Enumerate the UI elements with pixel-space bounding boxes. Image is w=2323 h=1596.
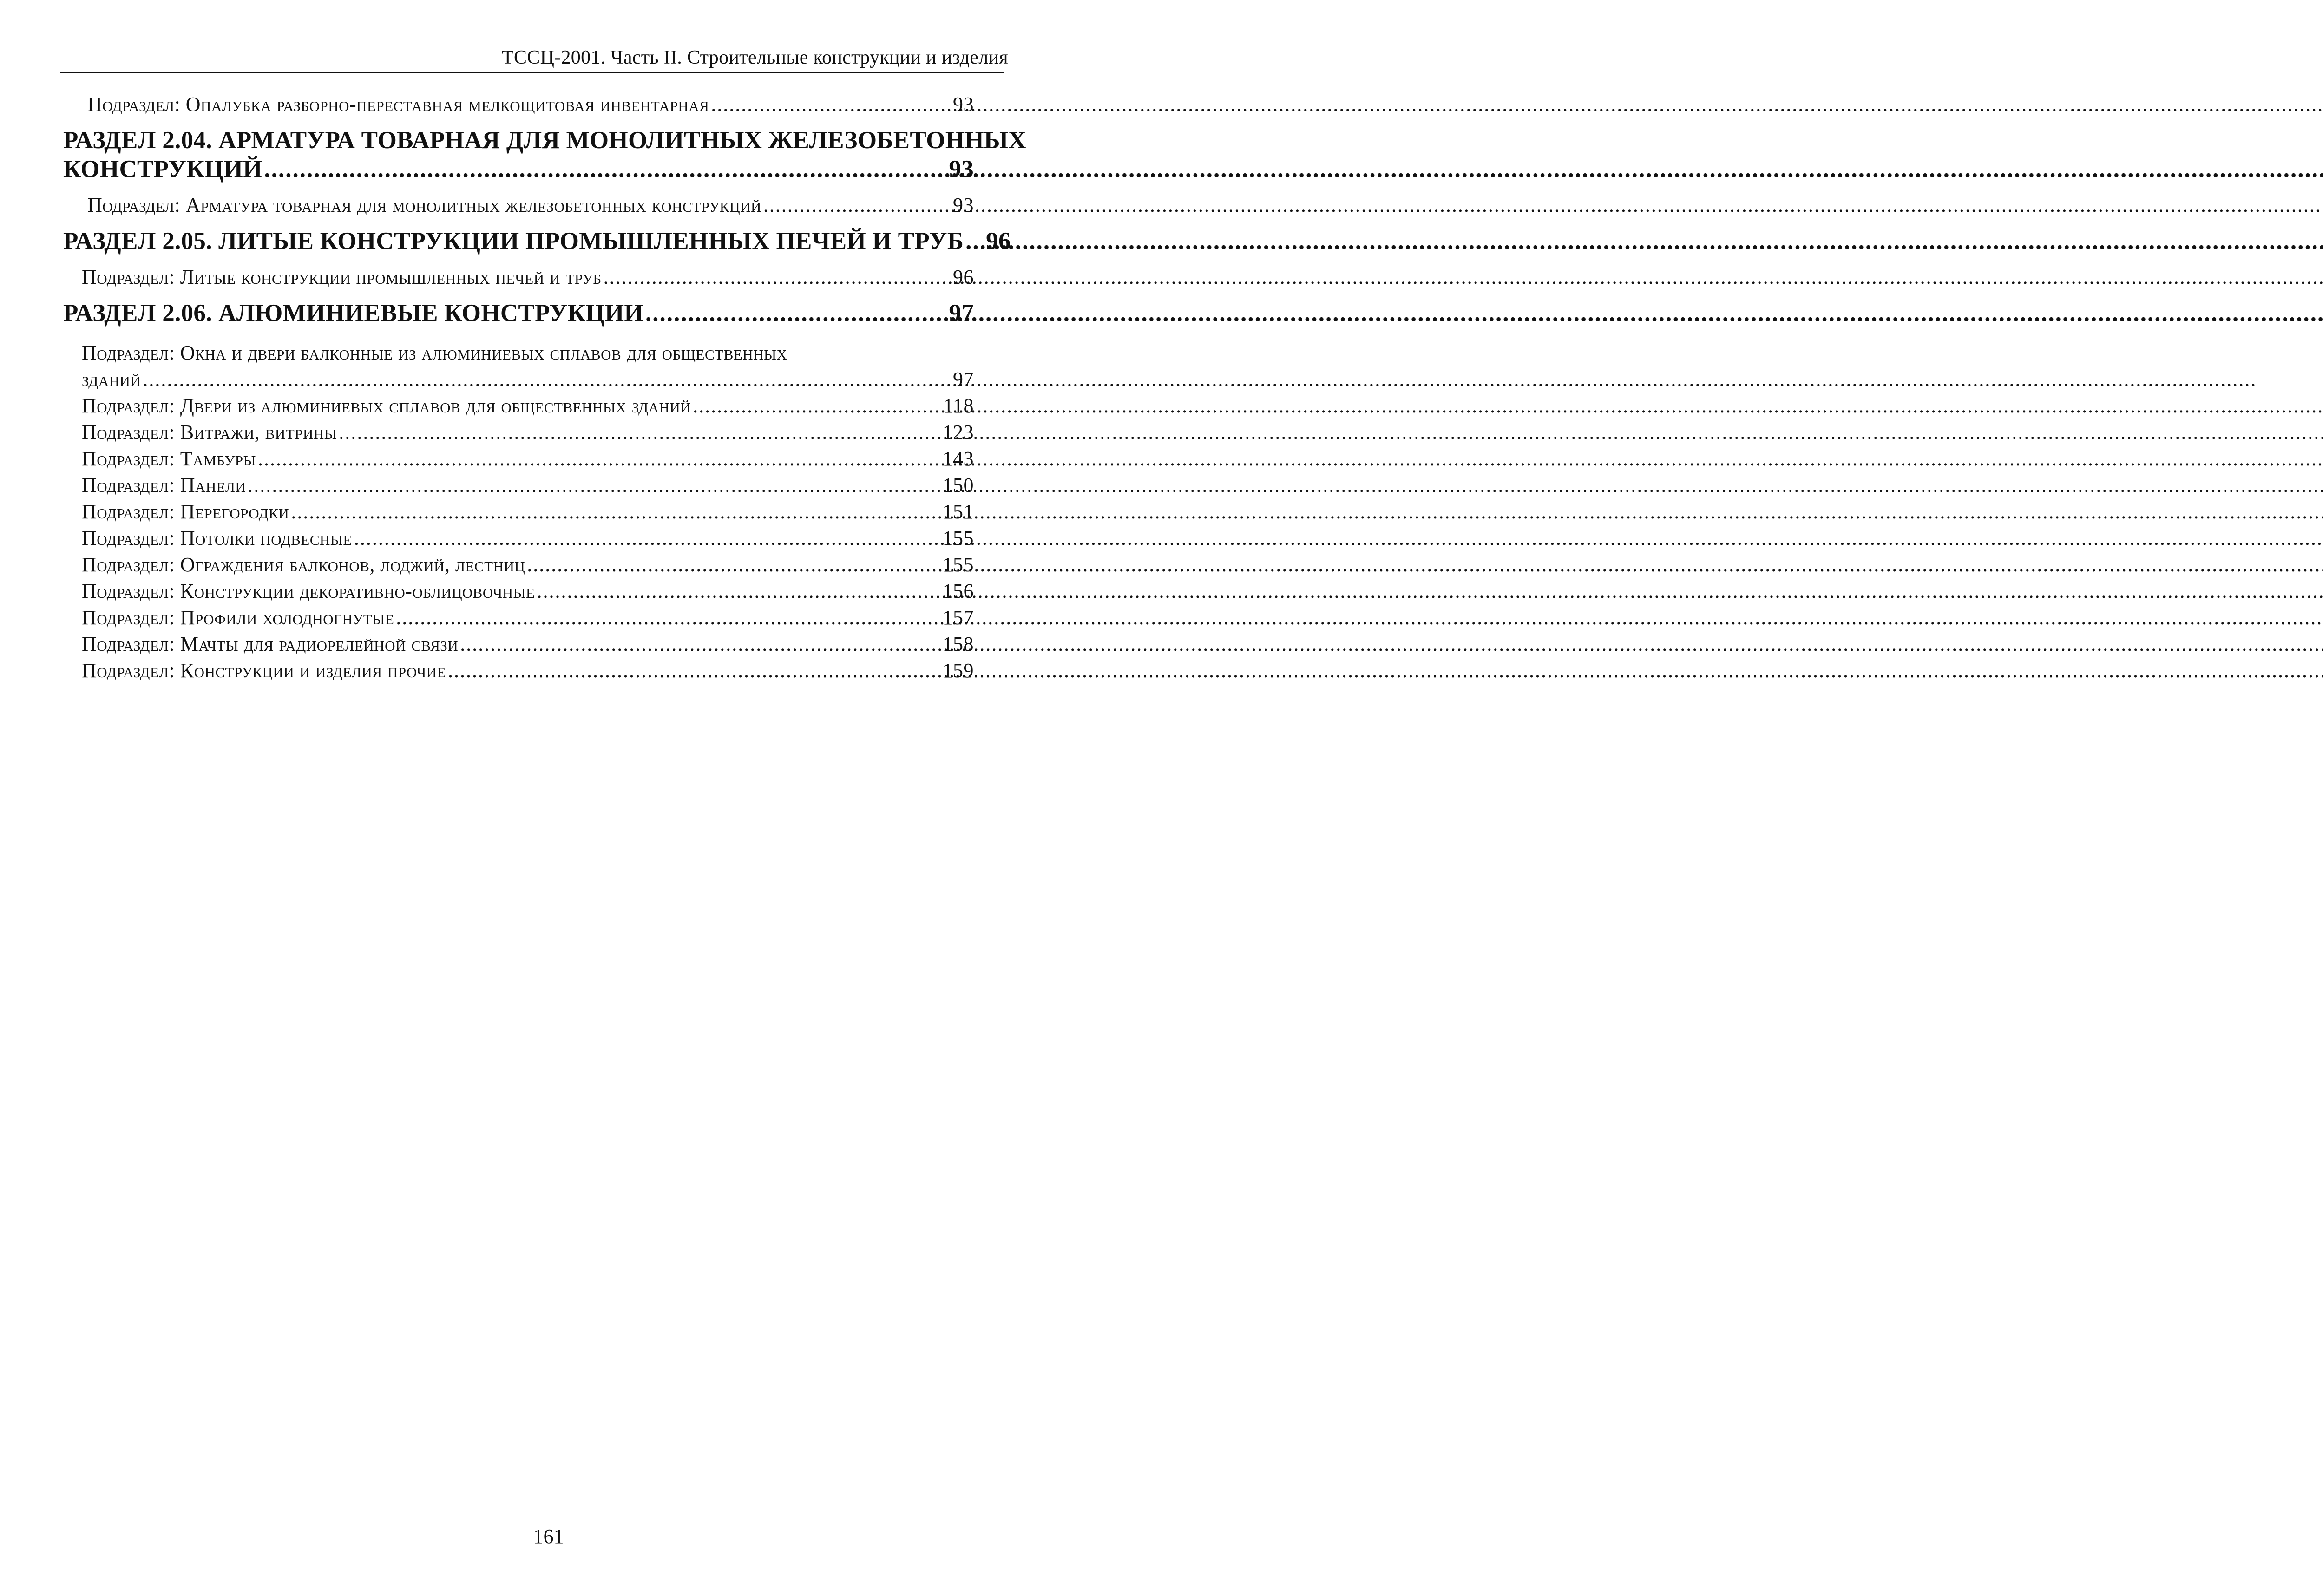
- dot-leader: [143, 366, 951, 392]
- section-heading-2-06[interactable]: [63, 299, 974, 327]
- list-item[interactable]: [63, 525, 974, 551]
- dot-leader: [248, 472, 940, 498]
- list-item[interactable]: [63, 419, 974, 445]
- section-heading-page: 97: [949, 300, 974, 327]
- toc-entry-page: 97: [953, 368, 974, 391]
- toc-entry-balcony-windows-cont[interactable]: [63, 366, 974, 392]
- section-heading-page: 93: [949, 156, 974, 183]
- list-item[interactable]: [63, 657, 974, 684]
- list-item[interactable]: [63, 578, 974, 604]
- list-item[interactable]: [63, 392, 974, 419]
- page-number: 161: [533, 1525, 564, 1548]
- dot-leader: [354, 525, 941, 551]
- toc-entry-page: 150: [942, 474, 974, 497]
- list-item[interactable]: [63, 472, 974, 498]
- dot-leader: [264, 155, 947, 183]
- running-header: ТССЦ-2001. Часть II. Строительные конструкции и изделия: [502, 47, 1008, 68]
- section-heading-page: 96: [986, 228, 1011, 255]
- toc-entry-page: 156: [942, 580, 974, 602]
- toc-entry-label: Подраздел: Опалубка разборно-переставная мелкощитовая инвентарная: [87, 93, 709, 116]
- dot-leader: [693, 392, 941, 419]
- toc-entry-page: 93: [953, 194, 974, 216]
- section-heading-label: РАЗДЕЛ 2.05. ЛИТЫЕ КОНСТРУКЦИИ ПРОМЫШЛЕННЫХ ПЕЧЕЙ И ТРУБ: [63, 228, 964, 255]
- toc-entry-page: 93: [953, 93, 974, 116]
- section-heading-2-04-cont[interactable]: [63, 155, 974, 183]
- toc-entry-rebar[interactable]: [63, 192, 974, 218]
- toc-entry-page: 155: [942, 527, 974, 549]
- list-item[interactable]: [63, 551, 974, 578]
- toc-entry-label: Подраздел: Перегородки: [82, 500, 289, 523]
- toc-entry-label: Подраздел: Арматура товарная для монолитных железобетонных конструкций: [87, 194, 761, 216]
- dot-leader: [527, 551, 940, 578]
- toc-entry-label: Подраздел: Конструкции и изделия прочие: [82, 659, 446, 682]
- toc-entry-page: 151: [942, 500, 974, 523]
- toc-entry-label: Подраздел: Панели: [82, 474, 246, 497]
- toc-entry-page: 159: [942, 659, 974, 682]
- toc-entry-label: Подраздел: Мачты для радиорелейной связи: [82, 633, 459, 655]
- list-item[interactable]: [63, 631, 974, 657]
- header-rule: [60, 72, 1004, 73]
- toc-entry-label: Подраздел: Ограждения балконов, лоджий, лестниц: [82, 553, 525, 576]
- toc-entry-cast-structures[interactable]: [63, 264, 974, 290]
- toc-entry-label: Подраздел: Литые конструкции промышленных печей и труб: [82, 266, 602, 288]
- dot-leader: [711, 91, 951, 118]
- toc-entry-label: Подраздел: Профили холодногнутые: [82, 606, 394, 629]
- toc-entry-page: 158: [942, 633, 974, 655]
- toc-entry-label: Подраздел: Витражи, витрины: [82, 421, 337, 444]
- dot-leader: [258, 445, 941, 472]
- list-item[interactable]: [63, 604, 974, 631]
- toc-entry-label: Подраздел: Тамбуры: [82, 447, 256, 470]
- toc-entry-formwork[interactable]: [63, 91, 974, 118]
- dot-leader: [965, 227, 984, 255]
- dot-leader: [291, 498, 940, 525]
- table-of-contents: [63, 91, 1026, 684]
- dot-leader: [339, 419, 940, 445]
- dot-leader: [448, 657, 941, 684]
- toc-entry-page: 123: [942, 421, 974, 444]
- section-heading-label: РАЗДЕЛ 2.06. АЛЮМИНИЕВЫЕ КОНСТРУКЦИИ: [63, 300, 643, 327]
- dot-leader: [763, 192, 951, 218]
- subsection-list: [63, 392, 974, 684]
- section-heading-2-05[interactable]: [63, 227, 1011, 255]
- dot-leader: [537, 578, 940, 604]
- dot-leader: [645, 299, 947, 327]
- toc-entry-page: 96: [953, 266, 974, 288]
- toc-entry-balcony-windows[interactable]: Подраздел: Окна и двери балконные из алюминиевых сплавов для общественных: [82, 341, 787, 364]
- toc-entry-label: Подраздел: Двери из алюминиевых сплавов для общественных зданий: [82, 394, 691, 417]
- section-heading-label: КОНСТРУКЦИЙ: [63, 156, 262, 183]
- section-heading-2-04[interactable]: РАЗДЕЛ 2.04. АРМАТУРА ТОВАРНАЯ ДЛЯ МОНОЛИТНЫХ ЖЕЛЕЗОБЕТОННЫХ: [63, 127, 1026, 154]
- toc-entry-page: 118: [943, 394, 974, 417]
- document-page: [0, 0, 1097, 1596]
- dot-leader: [460, 631, 940, 657]
- dot-leader: [396, 604, 940, 631]
- list-item[interactable]: [63, 498, 974, 525]
- toc-entry-label: зданий: [82, 368, 141, 391]
- toc-entry-label: Подраздел: Конструкции декоративно-облицовочные: [82, 580, 535, 602]
- toc-entry-label: Подраздел: Потолки подвесные: [82, 527, 352, 549]
- dot-leader: [604, 264, 951, 290]
- list-item[interactable]: [63, 445, 974, 472]
- toc-entry-page: 143: [942, 447, 974, 470]
- toc-entry-page: 155: [942, 553, 974, 576]
- toc-entry-page: 157: [942, 606, 974, 629]
